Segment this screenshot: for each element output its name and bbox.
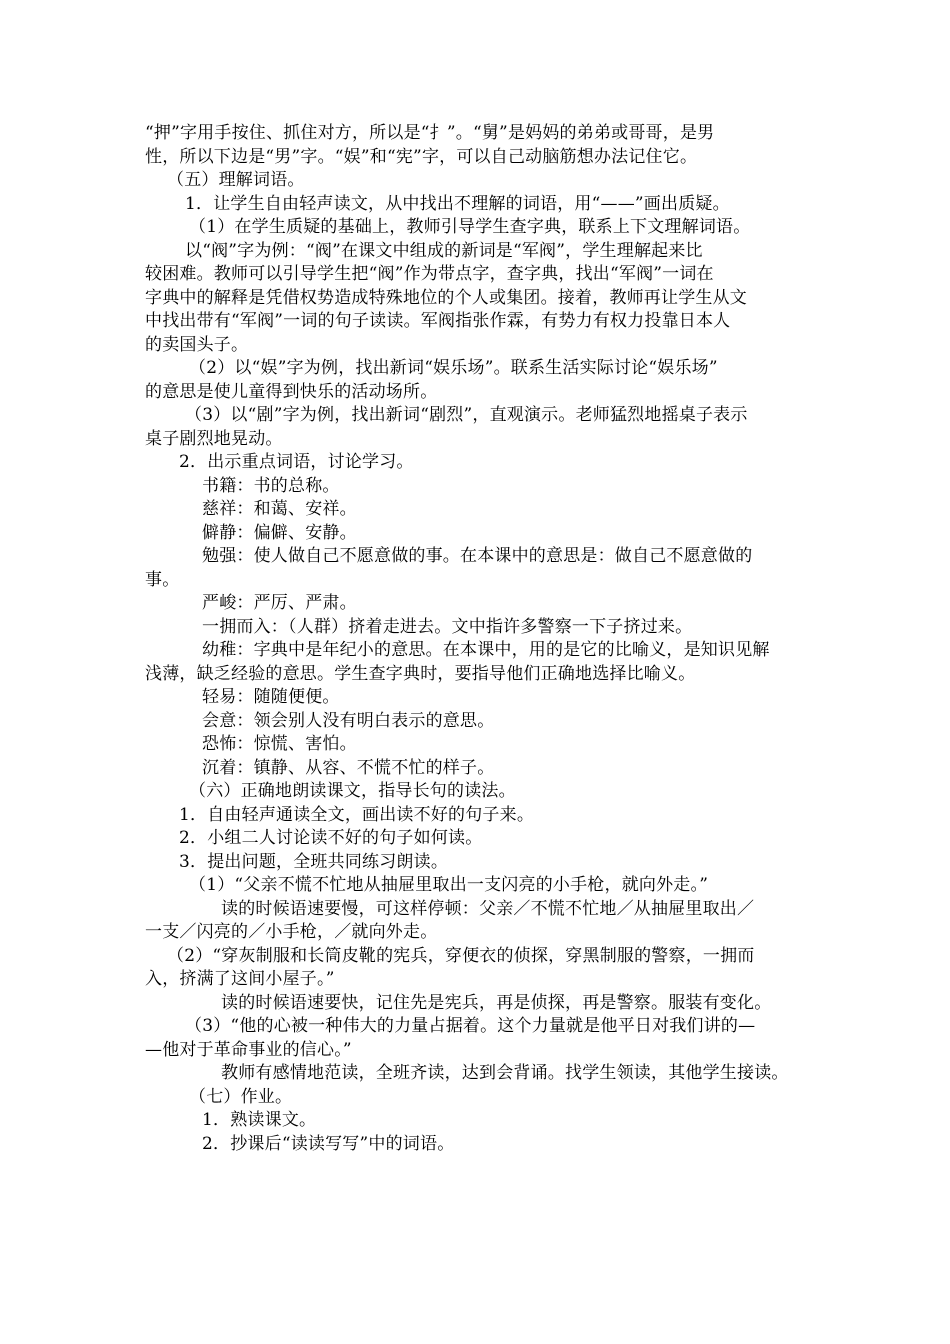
text-line: （1）在学生质疑的基础上，教师引导学生查字典，联系上下文理解词语。 <box>189 217 751 237</box>
text-line: 3．提出问题，全班共同练习朗读。 <box>179 851 449 872</box>
term-definition: 会意：领会别人没有明白表示的意思。 <box>202 710 495 731</box>
text-line: （1）“父亲不慌不忙地从抽屉里取出一支闪亮的小手枪，就向外走。” <box>189 875 709 895</box>
text-line: 浅薄，缺乏经验的意思。学生查字典时，要指导他们正确地选择比喻义。 <box>145 663 696 684</box>
text-line: 1．熟读课文。 <box>202 1110 317 1130</box>
text-line: 的卖国头子。 <box>145 334 249 355</box>
document-body <box>145 122 815 1156</box>
text-line: 的意思是使儿童得到快乐的活动场所。 <box>145 381 438 402</box>
term-definition: 沉着：镇静、从容、不慌不忙的样子。 <box>202 757 495 778</box>
text-line: 桌子剧烈地晃动。 <box>145 428 283 449</box>
text-line: 教师有感情地范读，全班齐读，达到会背诵。找学生领读，其他学生接读。 <box>221 1063 789 1083</box>
text-line: 一支／闪亮的／小手枪，／就向外走。 <box>145 922 438 942</box>
section-heading: （七）作业。 <box>189 1086 293 1107</box>
term-definition: 一拥而入：（人群）挤着走进去。文中指许多警察一下子挤过来。 <box>202 616 693 637</box>
text-line: 1．让学生自由轻声读文，从中找出不理解的词语，用“——”画出质疑。 <box>185 193 730 214</box>
section-heading: （五）理解词语。 <box>167 170 305 190</box>
term-definition: 严峻：严厉、严肃。 <box>202 593 357 613</box>
text-line: （3）“他的心被一种伟大的力量占据着。这个力量就是他平日对我们讲的— <box>185 1016 756 1036</box>
text-line: —他对于革命事业的信心。” <box>145 1039 352 1060</box>
term-definition: 幼稚：字典中是年纪小的意思。在本课中，用的是它的比喻义，是知识见解 <box>202 640 770 660</box>
text-line: （2）以“娱”字为例，找出新词“娱乐场”。联系生活实际讨论“娱乐场” <box>189 358 718 378</box>
term-definition: 慈祥：和蔼、安祥。 <box>202 499 357 519</box>
text-line: 以“阀”字为例：“阀”在课文中组成的新词是“军阀”，学生理解起来比 <box>185 240 703 261</box>
text-line: 较困难。教师可以引导学生把“阀”作为带点字，查字典，找出“军阀”一词在 <box>145 264 714 284</box>
text-line: 性，所以下边是“男”字。“娱”和“宪”字，可以自己动脑筋想办法记住它。 <box>145 146 698 167</box>
text-line: 读的时候语速要慢，可这样停顿：父亲／不慌不忙地／从抽屉里取出／ <box>221 898 755 919</box>
text-line: （2）“穿灰制服和长筒皮靴的宪兵，穿便衣的侦探，穿黑制服的警察，一拥而 <box>167 945 755 966</box>
term-definition: 轻易：随随便便。 <box>202 687 340 707</box>
text-line: 入，挤满了这间小屋子。” <box>145 969 335 989</box>
text-line: 1．自由轻声通读全文，画出读不好的句子来。 <box>179 804 535 825</box>
text-line: （3）以“剧”字为例，找出新词“剧烈”，直观演示。老师猛烈地摇桌子表示 <box>185 405 748 425</box>
term-definition: 恐怖：惊慌、害怕。 <box>202 734 357 754</box>
term-definition: 勉强：使人做自己不愿意做的事。在本课中的意思是：做自己不愿意做的 <box>202 546 753 566</box>
text-line: 2．抄课后“读读写写”中的词语。 <box>202 1133 455 1154</box>
section-heading: （六）正确地朗读课文，指导长句的读法。 <box>189 781 516 801</box>
text-line: 中找出带有“军阀”一词的句子读读。军阀指张作霖，有势力有权力投靠日本人 <box>145 311 731 331</box>
text-line: 2．小组二人讨论读不好的句子如何读。 <box>179 828 483 848</box>
text-line: “押”字用手按住、抓住对方，所以是“扌”。“舅”是妈妈的弟弟或哥哥，是男 <box>145 123 715 143</box>
term-definition: 书籍：书的总称。 <box>202 475 340 496</box>
text-line: 2．出示重点词语，讨论学习。 <box>179 452 414 472</box>
text-line: 事。 <box>145 569 180 590</box>
term-definition: 僻静：偏僻、安静。 <box>202 522 357 543</box>
text-line: 字典中的解释是凭借权势造成特殊地位的个人或集团。接着，教师再让学生从文 <box>145 287 747 308</box>
text-line: 读的时候语速要快，记住先是宪兵，再是侦探，再是警察。服装有变化。 <box>221 992 772 1013</box>
